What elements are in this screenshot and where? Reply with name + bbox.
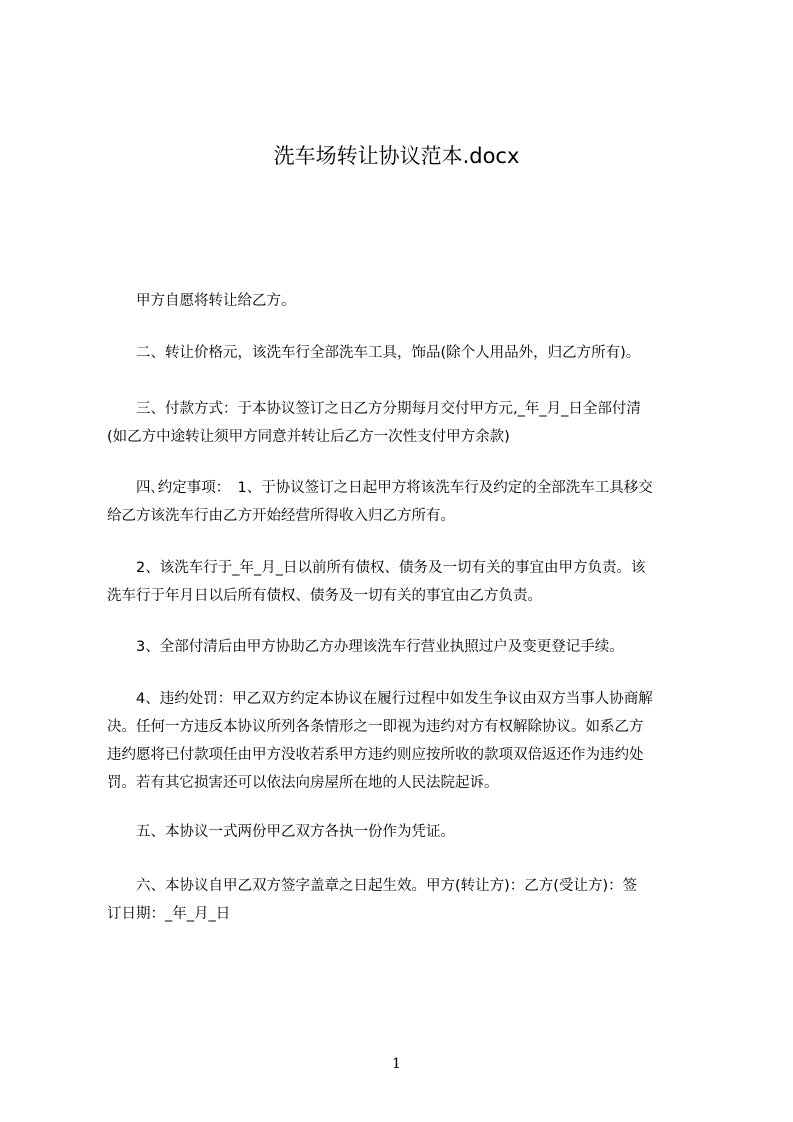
paragraph-debts-responsibility (107, 554, 707, 610)
text-line: 2、该洗车行于_年_月_日以前所有债权、债务及一切有关的事宜由甲方负责。该 (107, 560, 646, 576)
text-line: 四､约定事项： 1、于协议签订之日起甲方将该洗车行及约定的全部洗车工具移交 (107, 480, 653, 496)
document-title: 洗车场转让协议范本.docx (273, 144, 520, 168)
paragraph-transfer-statement (107, 287, 707, 315)
paragraph-transfer-price (107, 339, 707, 367)
text-line: 订日期：_年_月_日 (107, 906, 231, 922)
text-line: 六、本协议自甲乙双方签字盖章之日起生效。甲方(转让方)：乙方(受让方)：签 (107, 878, 638, 894)
text-line: (如乙方中途转让须甲方同意并转让后乙方一次性支付甲方余款) (107, 429, 510, 445)
paragraph-copies (107, 818, 707, 846)
text-line: 五、本协议一式两份甲乙双方各执一份作为凭证。 (107, 824, 455, 840)
paragraph-payment-method (107, 395, 707, 451)
text-line: 三、付款方式：于本协议签订之日乙方分期每月交付甲方元,_年_月_日全部付清 (107, 401, 641, 417)
text-line: 二、转让价格元，该洗车行全部洗车工具，饰品(除个人用品外，归乙方所有)。 (107, 345, 641, 361)
text-line: 洗车行于年月日以后所有债权、债务及一切有关的事宜由乙方负责。 (107, 588, 542, 604)
text-line: 4、违约处罚：甲乙双方约定本协议在履行过程中如发生争议由双方当事人协商解 (107, 691, 653, 707)
paragraph-agreed-matters (107, 474, 707, 530)
text-line: 甲方自愿将转让给乙方。 (107, 293, 296, 309)
text-line: 决。任何一方违反本协议所列各条情形之一即视为违约对方有权解除协议。如系乙方 (107, 719, 644, 735)
paragraph-license-transfer (107, 633, 707, 661)
page-number: 1 (392, 1056, 401, 1072)
paragraph-effective-signing (107, 872, 707, 928)
text-line: 罚。若有其它损害还可以依法向房屋所在地的人民法院起诉。 (107, 775, 499, 791)
text-line: 违约愿将已付款项任由甲方没收若系甲方违约则应按所收的款项双倍返还作为违约处 (107, 747, 644, 763)
paragraph-breach-penalty (107, 685, 707, 797)
text-line: 3、全部付清后由甲方协助乙方办理该洗车行营业执照过户及变更登记手续。 (107, 639, 624, 655)
text-line: 给乙方该洗车行由乙方开始经营所得收入归乙方所有。 (107, 508, 455, 524)
